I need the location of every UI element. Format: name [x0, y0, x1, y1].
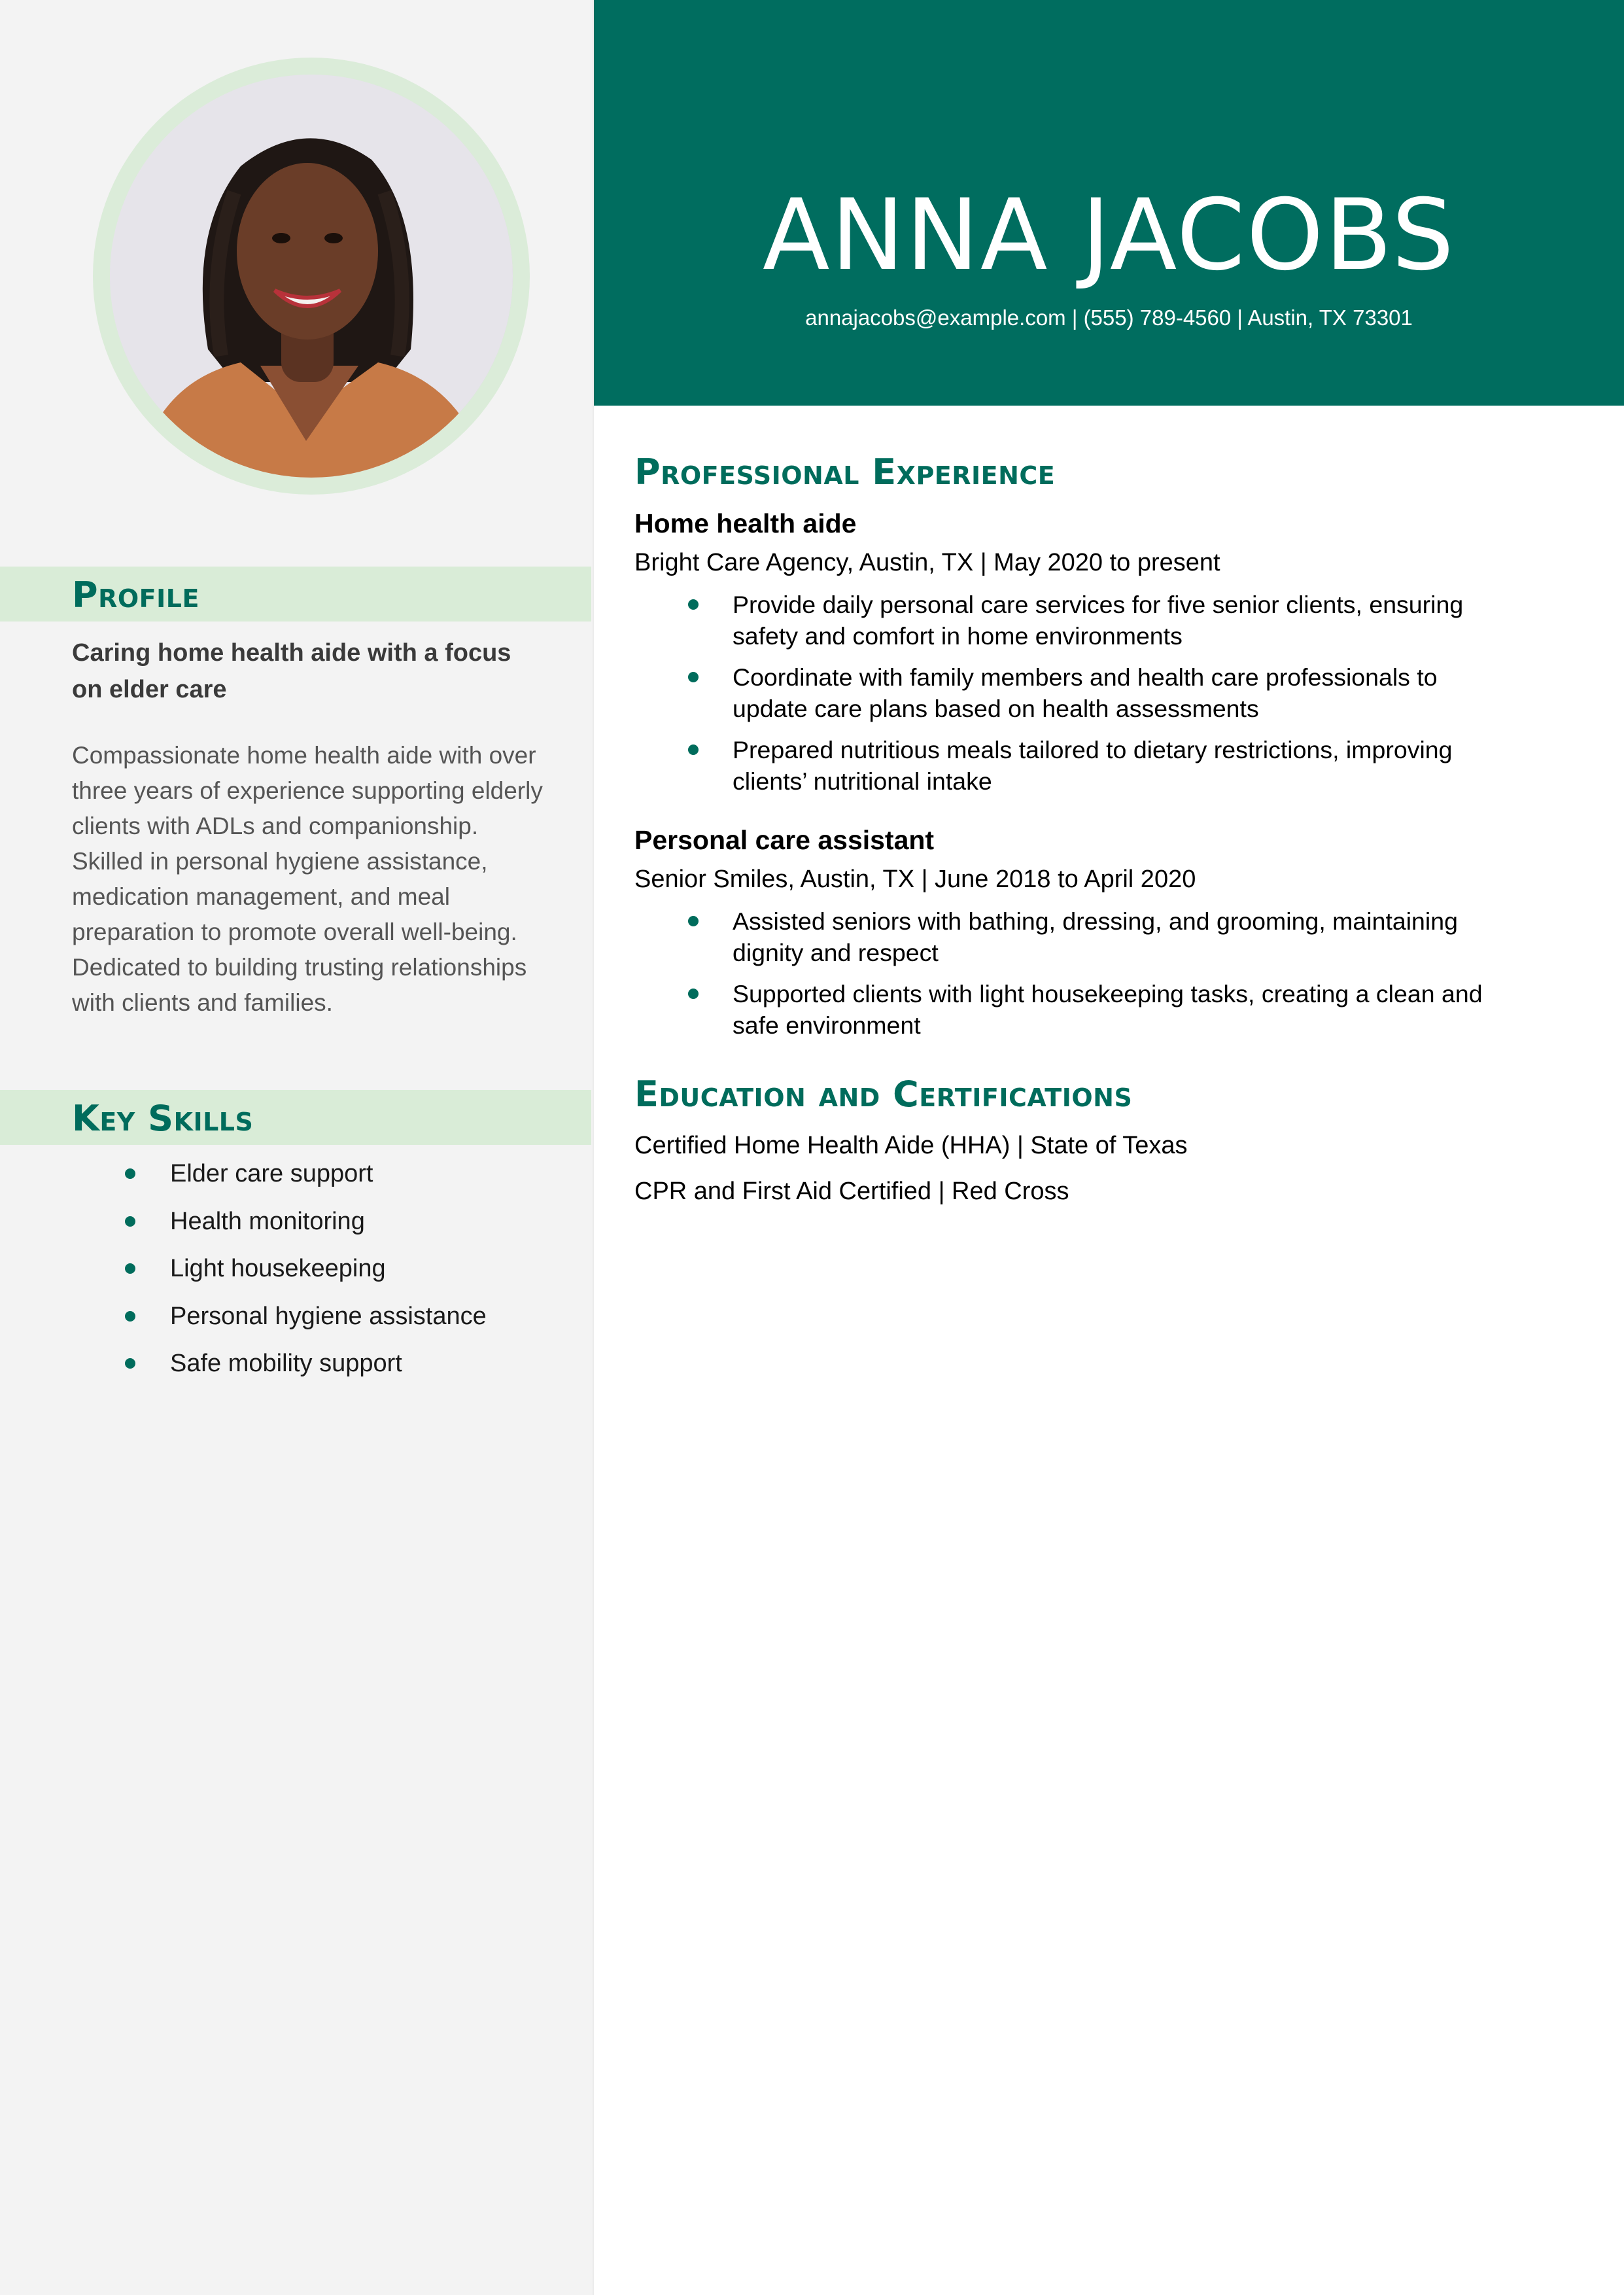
sidebar: [0, 0, 594, 2295]
bullet-dot-icon: [688, 599, 699, 610]
bullet-dot-icon: [125, 1358, 135, 1369]
bullet-dot-icon: [688, 989, 699, 999]
job-meta: Senior Smiles, Austin, TX | June 2018 to April 2020: [634, 866, 1196, 893]
skill-label: Personal hygiene assistance: [170, 1302, 487, 1330]
photo-ring: [93, 58, 530, 495]
skill-label: Safe mobility support: [170, 1350, 402, 1377]
bullet-dot-icon: [688, 672, 699, 682]
job-bullet-text: Provide daily personal care services for five senior clients, ensuring safety and comfort in home environments: [733, 591, 1464, 650]
skill-label: Light housekeeping: [170, 1255, 386, 1282]
bullet-dot-icon: [688, 916, 699, 926]
experience-heading: Professional Experience: [634, 451, 1056, 493]
job-bullet-text: Supported clients with light housekeeping tasks, creating a clean and safe environment: [733, 980, 1483, 1039]
bullet-dot-icon: [125, 1263, 135, 1274]
bullet-dot-icon: [125, 1311, 135, 1322]
job-bullet-text: Coordinate with family members and health care professionals to update care plans based on health assessments: [733, 663, 1438, 722]
job-bullet: [634, 905, 1511, 968]
skills-heading-band: [0, 1090, 591, 1145]
contact-line: annajacobs@example.com | (555) 789-4560 | Austin, TX 73301: [805, 306, 1413, 330]
skill-label: Health monitoring: [170, 1207, 365, 1235]
skills-list: [0, 1153, 591, 1390]
job-bullet-text: Assisted seniors with bathing, dressing, and grooming, maintaining dignity and respect: [733, 907, 1458, 966]
job-title: Home health aide: [634, 508, 857, 538]
job-entry: [634, 820, 1576, 1041]
skill-item: [0, 1200, 591, 1248]
experience-section: [634, 445, 1576, 1041]
main-column: [634, 445, 1576, 1218]
profile-photo: [110, 75, 513, 478]
education-heading: Education and Certifications: [634, 1074, 1133, 1115]
job-bullets: [634, 589, 1576, 797]
resume-header: [594, 0, 1624, 406]
job-bullet: [634, 661, 1511, 724]
education-item: Certified Home Health Aide (HHA) | State of Texas: [634, 1132, 1188, 1159]
skill-item: [0, 1153, 591, 1200]
skill-item: [0, 1342, 591, 1390]
skills-heading: Key Skills: [72, 1098, 254, 1139]
education-item: CPR and First Aid Certified | Red Cross: [634, 1178, 1069, 1205]
portrait-illustration: [110, 75, 513, 478]
job-title: Personal care assistant: [634, 825, 935, 855]
profile-summary: Compassionate home health aide with over three years of experience supporting elderly clients with ADLs and companionship. Skilled in personal hygiene assistance, medication management, and meal preparation to promote overall well-being. Dedicated to building trusting relationships with clients and families.: [72, 742, 543, 1016]
job-bullet-text: Prepared nutritious meals tailored to dietary restrictions, improving clients’ nutritional intake: [733, 736, 1453, 795]
job-entry: [634, 504, 1576, 797]
bullet-dot-icon: [688, 745, 699, 755]
skill-label: Elder care support: [170, 1160, 373, 1187]
job-bullet: [634, 734, 1511, 797]
profile-heading-band: [0, 567, 591, 622]
job-bullets: [634, 905, 1576, 1041]
job-meta: Bright Care Agency, Austin, TX | May 2020 to present: [634, 549, 1220, 576]
bullet-dot-icon: [125, 1216, 135, 1227]
skill-item: [0, 1295, 591, 1343]
skill-item: [0, 1248, 591, 1295]
candidate-name: ANNA JACOBS: [762, 179, 1456, 292]
job-bullet: [634, 589, 1511, 652]
profile-heading: Profile: [72, 574, 199, 616]
job-bullet: [634, 978, 1511, 1041]
education-section: [634, 1067, 1576, 1211]
bullet-dot-icon: [125, 1168, 135, 1179]
profile-tagline: Caring home health aide with a focus on elder care: [72, 639, 511, 703]
